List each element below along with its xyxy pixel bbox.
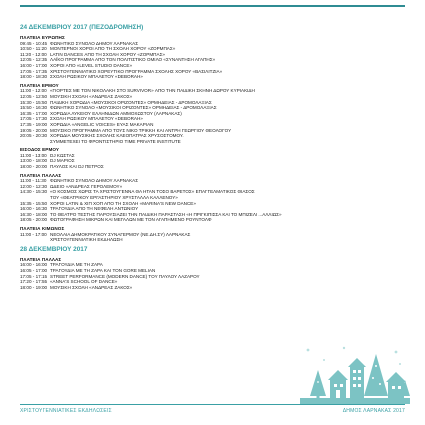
event-description: ΤΡΑΓΟΥΔΙΑ ΜΕ ΤΗ ΖΑΡΑ ΚΑΙ ΤΟΝ GORE MELIAN <box>50 267 156 273</box>
event-description: ΝΕΟΛΑΙΑ ΔΗΜΟΚΡΑΤΙΚΟΥ ΣΥΝΑΓΕΡΜΟΥ (ΝΕ.ΔΗ.ΣΥ) ΛΑΡΝΑΚΑΣ <box>50 231 191 237</box>
event-time: 18:00 - 19:00 <box>20 284 48 290</box>
event-time: 18:00 - 20:00 <box>20 164 48 170</box>
event-description: ΣΧΟΛΗ ΡΩΣΙΚΟΥ ΜΠΑΛΕΤΟΥ «DEBORAH» <box>50 74 143 80</box>
event-description: ΜΟΥΣΙΚΗ ΣΧΟΛΗ «ΑΝΔΡΕΑΣ ΖΑΚΟΣ» <box>50 284 133 290</box>
event-description: DJ ΚΩΣΤΑΣ <box>50 152 75 158</box>
venue-section <box>20 257 400 291</box>
schedule-row <box>20 217 400 223</box>
event-time: 12:05 - 12:35 <box>20 57 48 63</box>
event-time: 15:35 - 15:50 <box>20 200 48 206</box>
event-description: ΤΡΑΓΟΥΔΙΑ ΜΕ ΤΗ ΖΑΡΑ <box>50 262 103 268</box>
event-time: 18:05 - 20:00 <box>20 217 48 223</box>
event-description: ΤΟ ΘΕΑΤΡΟ ΤΕΣΤΗΣ ΠΑΡΟΥΣΙΑΖΕΙ ΤΗΝ ΠΑΙΔΙΚΗ ΠΑΡΑΣΤΑΣΗ «Η ΠΡΙΓΚΙΠΙΣΣΑ ΚΑΙ ΤΟ ΜΠΙΖΕΛΙ ...ΑΛΛΙΩΣ» <box>50 211 282 217</box>
event-description: ΠΑΥΛΟΣ ΚΑΙ DJ ΠΕΤΡΟΣ <box>50 164 104 170</box>
schedule-row <box>20 285 400 291</box>
event-time: 11:00 - 13:00 <box>20 152 47 158</box>
event-time: 09:45 - 10:45 <box>20 40 48 46</box>
venue-title: ΕΙΣΟΔΟΣ ΕΡΜΟΥ <box>20 147 60 153</box>
venue-section <box>20 226 400 243</box>
date-heading: 28 ΔΕΚΕΜΒΡΙΟΥ 2017 <box>20 245 88 253</box>
venue-title: ΠΛΑΤΕΙΑ ΠΑΛΛΑΣ <box>20 256 62 262</box>
event-description: ΦΩΝΗΤΙΚΟ ΣΥΝΟΛΟ ΔΗΜΟΥ ΛΑΡΝΑΚΑΣ <box>50 178 139 184</box>
event-time: 15:50 - 16:30 <box>20 105 48 111</box>
schedule-row <box>20 133 400 139</box>
event-description: LATIN DANCES ΑΠΟ ΤΗ ΣΧΟΛΗ ΧΟΡΟΥ «ΖΟΡΜΠΑΣ» <box>50 51 165 57</box>
event-time: 17:05 - 17:30 <box>20 116 48 122</box>
event-time: 11:00 - 11:30 <box>20 178 47 184</box>
venue-section <box>20 83 400 145</box>
venue-section <box>20 173 400 223</box>
event-time: 11:20 - 12:00 <box>20 51 47 57</box>
event-description: ΠΑΙΔΙΚΗ ΧΟΡΩΔΙΑ «ΜΟΥΣΙΚΟΙ ΟΡΙΖΟΝΤΕΣ» ΟΡΜΗΔΕΙΑΣ - ΔΡΟΜΟΛΑΞΙΑΣ <box>50 99 212 105</box>
footer-divider <box>20 404 405 405</box>
venue-title: ΠΛΑΤΕΙΑ ΕΥΡΩΠΗΣ <box>20 35 65 40</box>
event-time: 17:20 - 17:55 <box>20 279 48 285</box>
event-time: 11:00 - 12:00 <box>20 88 47 94</box>
venue-title: ΠΛΑΤΕΙΑ ΠΑΛΛΑΣ <box>20 172 62 178</box>
event-description: ΧΟΡΟΙ LATIN & ΧΙΠ ΧΟΠ ΑΠΟ ΤΗ ΣΧΟΛΗ «MARINA'S NEW DANCE» <box>50 200 196 206</box>
event-description: ΧΟΡΩΔΙΑ «ANGELIC VOICES» ΕΥΑΣ ΜΑΚΑΡΙΑΝ <box>50 121 154 127</box>
event-time: 17:05 - 17:35 <box>20 68 48 74</box>
event-description: STREET PERFORMANCE (MODERN DANCE) ΤΟΥ ΠΑΥΛΟΥ ΛΑΖΑΡΟΥ <box>50 273 200 279</box>
event-description: ΧΟΡΟΙ ΑΠΟ «LEVEL STUDIO DANCE» <box>50 62 133 68</box>
event-time: 12:05 - 12:50 <box>20 93 48 99</box>
event-time: 13:00 - 18:00 <box>20 158 48 164</box>
event-time: 15:30 - 15:50 <box>20 99 48 105</box>
event-description-continued: ΤΟΥ «ΘΕΑΤΡΙΚΟΥ ΕΡΓΑΣΤΗΡΙΟΥ ΧΡΥΣΤΑΛΛΑ ΚΑΛΛΕΝΟΥ» <box>50 195 178 201</box>
event-time: 17:05 - 17:15 <box>20 273 48 279</box>
event-time: 11:00 - 17:00 <box>20 231 47 237</box>
event-description: «Ο ΚΟΣΜΟΣ ΧΩΡΙΣ ΤΑ ΧΡΙΣΤΟΥΓΕΝΝΑ ΘΑ ΗΤΑΝ ΤΟΣΟ ΒΑΡΕΤΟΣ» ΕΠΑΓΓΕΛΜΑΤΙΚΟΣ ΘΙΑΣΟΣ <box>50 189 255 195</box>
event-description: ΛΑΪΚΟ ΠΡΟΓΡΑΜΜΑ ΑΠΟ ΤΟΝ ΠΟΛΙΤΙΣΤΙΚΟ ΟΜΙΛΟ «ΣΥΝΑΝΤΗΣΗ ΑΓΑΠΗΣ» <box>50 57 216 63</box>
event-description: ΦΩΝΗΤΙΚΟ ΣΥΝΟΛΟ ΔΗΜΟΥ ΛΑΡΝΑΚΑΣ <box>50 40 139 46</box>
event-description: ΤΡΑΓΟΥΔΙΑ ΑΠΟ ΤΗ ΝΕΦΕΛΗ ΑΝΤΩΝΙΟΥ <box>50 206 139 212</box>
event-description-continued: ΣΥΜΜΕΤΕΧΕΙ ΤΟ ΦΡΟΝΤΙΣΤΗΡΙΟ TIME PRIVATE INSTITUTE <box>50 138 181 144</box>
event-description: ΧΟΡΩΔΙΑ ΜΟΥΣΙΚΗΣ ΣΧΟΛΗΣ ΚΛΕΟΠΑΤΡΑΣ ΧΡΥΣΟΣΤΟΜΟΥ. <box>50 133 184 139</box>
event-time: 14:30 - 15:30 <box>20 189 48 195</box>
event-description: ΜΟΥΣΙΚΗ ΣΧΟΛΗ «ΑΝΔΡΕΑΣ ΖΑΚΟΣ» <box>50 93 133 99</box>
footer-left-label: ΧΡΙΣΤΟΥΓΕΝΝΙΑΤΙΚΕΣ ΕΚΔΗΛΩΣΕΙΣ <box>20 408 112 414</box>
event-description: ΧΡΙΣΤΟΥΓΕΝΝΙΑΤΙΚΟ ΧΟΡΕΥΤΙΚΟ ΠΡΟΓΡΑΜΜΑ ΣΧΟΛΗΣ ΧΟΡΟΥ «ΒΑΣΙΛΙΤΖΙΑ» <box>50 68 223 74</box>
venue-title: ΠΛΑΤΕΙΑ ΚΙΜΩΝΟΣ <box>20 226 65 231</box>
schedule-row <box>20 164 400 170</box>
event-description: ΜΟΥΣΙΚΟ ΠΡΟΓΡΑΜΜΑ ΑΠΟ ΤΟΥΣ ΝΙΚΟ ΤΡΙΚΚΗ ΚΑΙ ΑΝΤΡΗ ΓΕΩΡΓΙΟΥ ΘΕΟΛΟΓΟΥ <box>50 127 232 133</box>
venue-title: ΠΛΑΤΕΙΑ ΕΡΜΟΥ <box>20 82 59 88</box>
program-content <box>20 24 400 290</box>
event-time: 16:05 - 17:00 <box>20 267 48 273</box>
event-time: 12:00 - 12:30 <box>20 183 48 189</box>
event-description: ΣΧΟΛΗ ΡΩΣΙΚΟΥ ΜΠΑΛΕΤΟΥ «DEBORAH» <box>50 116 143 122</box>
event-description-continued: ΧΡΙΣΤΟΥΓΕΝΝΙΑΤΙΚΗ ΕΚΔΗΛΩΣΗ <box>50 237 123 243</box>
event-time: 16:00 - 16:00 <box>20 262 48 268</box>
event-description: ΩΔΕΙΟ «ΑΝΔΡΕΑΣ ΓΕΡΟΛΕΜΟΥ» <box>50 183 123 189</box>
event-description: «ANNA'S SCHOOL OF DANCE» <box>50 279 118 285</box>
event-description: ΦΩΤΟΓΡΑΦΗΣΗ ΜΙΚΡΩΝ ΚΑΙ ΜΕΓΑΛΩΝ ΜΕ ΤΟΝ ΑΓΑΠΗΜΕΝΟ ΡΟΥΝΤΟΛΦ <box>50 217 212 223</box>
event-description: «ΓΙΟΡΤΕΣ ΜΕ ΤΟΝ ΝΙΚΟΛΑΚΗ ΣΤΟ SURVIVOR» ΑΠΟ ΤΗΝ ΠΑΙΔΙΚΗ ΣΚΗΝΗ ΔΩΡΟΥ ΚΥΡΙΑΚΙΔΗ <box>50 88 255 94</box>
event-description: ΜΟΝΤΕΡΝΟΙ ΧΟΡΟΙ ΑΠΟ ΤΗ ΣΧΟΛΗ ΧΟΡΟΥ «ΖΟΡΜΠΑΣ» <box>50 46 176 52</box>
venue-section <box>20 147 400 169</box>
event-time: 16:00 - 16:30 <box>20 206 48 212</box>
event-time: 16:30 - 18:00 <box>20 211 48 217</box>
event-time: 19:05 - 20:00 <box>20 127 48 133</box>
event-time: 18:00 - 18:30 <box>20 74 48 80</box>
event-description: ΦΩΝΗΤΙΚΟ ΣΥΝΟΛΟ «ΜΟΥΣΙΚΟΙ ΟΡΙΖΟΝΤΕΣ» ΟΡΜΗΔΕΙΑΣ - ΔΡΟΜΟΛΑΞΙΑΣ <box>50 105 217 111</box>
christmas-village-icon <box>300 340 410 404</box>
event-time: 16:35 - 17:00 <box>20 110 48 116</box>
event-time: 10:50 - 11:20 <box>20 46 47 52</box>
footer-right-label: ΔΗΜΟΣ ΛΑΡΝΑΚΑΣ 2017 <box>342 408 405 414</box>
top-divider <box>20 5 405 7</box>
event-time: 17:35 - 19:00 <box>20 121 48 127</box>
schedule-row <box>20 74 400 80</box>
event-time: 20:05 - 20:30 <box>20 133 48 139</box>
venue-section <box>20 35 400 80</box>
event-description: DJ ΜΑΡΙΟΣ <box>50 158 75 164</box>
event-time: 16:00 - 17:00 <box>20 62 48 68</box>
date-heading: 24 ΔΕΚΕΜΒΡΙΟΥ 2017 (ΠΕΖΟΔΡΟΜΗΣΗ) <box>20 24 144 31</box>
event-description: ΧΟΡΩΔΙΑ ΛΥΚΕΙΟΥ ΕΛΛΗΝΙΔΩΝ ΑΜΜΟΧΩΣΤΟΥ (ΛΑΡΝΑΚΑΣ) <box>50 110 182 116</box>
